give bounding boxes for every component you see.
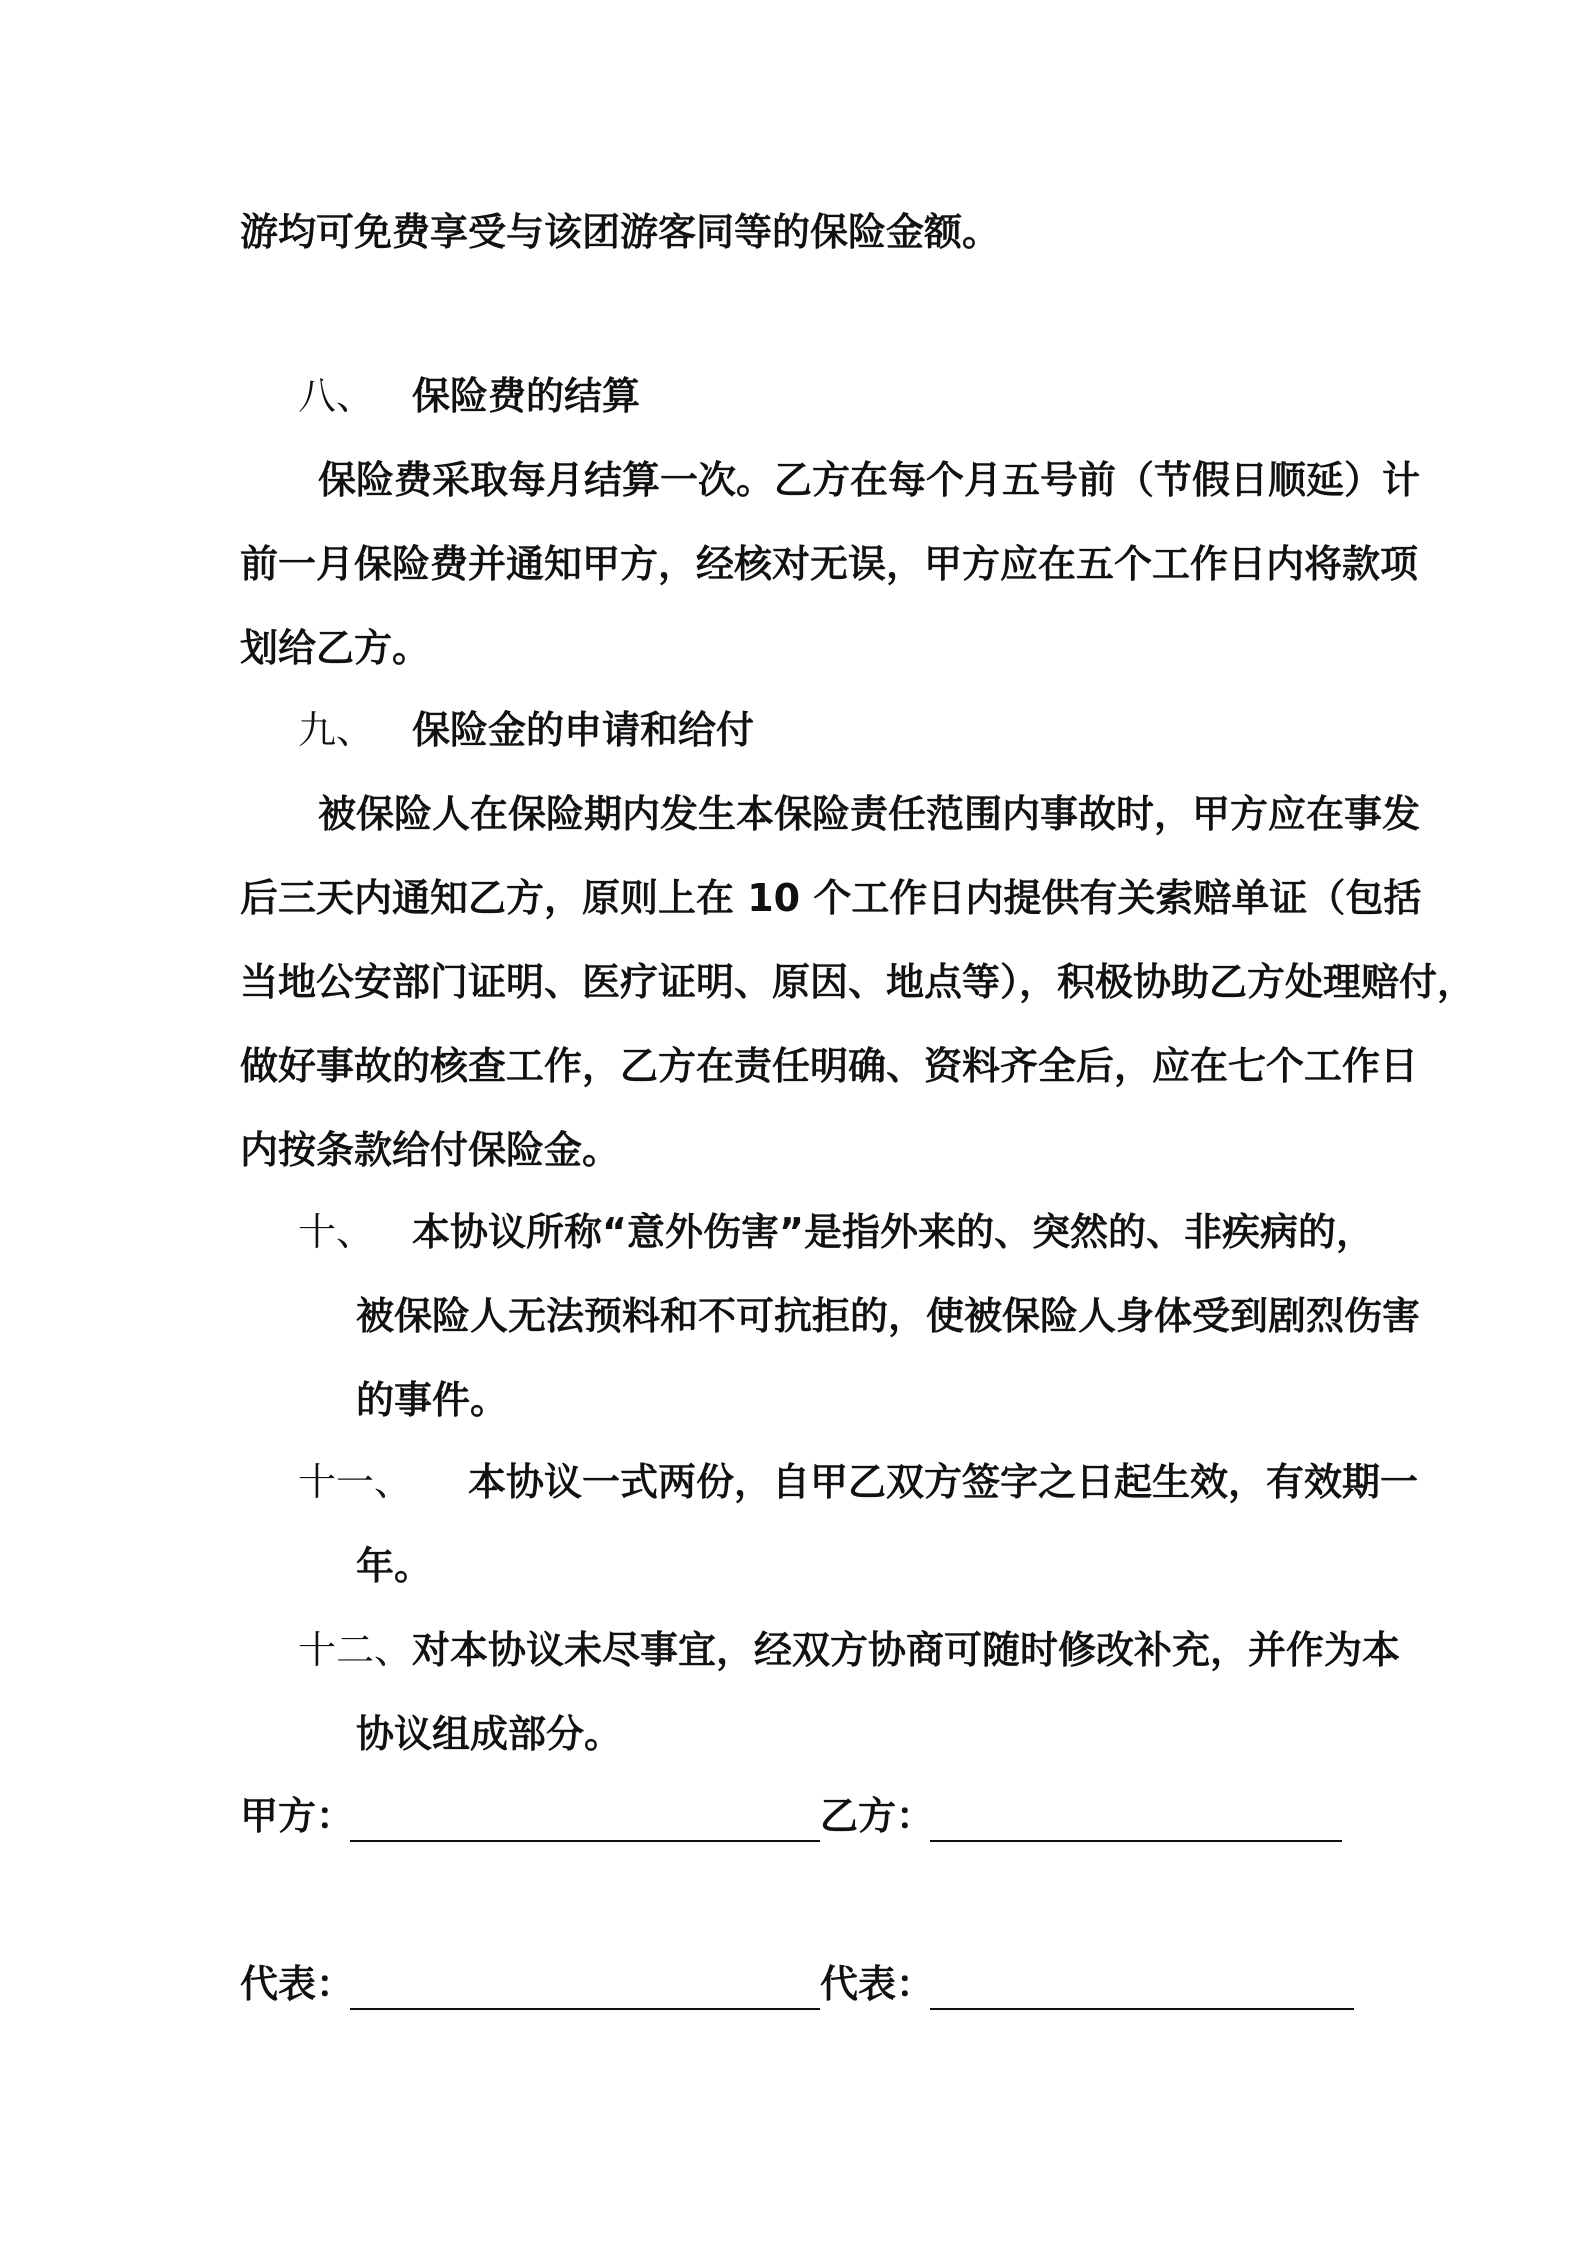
paragraph-line: 本协议所称“意外伤害”是指外来的、突然的、非疾病的，	[412, 1210, 1374, 1254]
paragraph-line: 做好事故的核查工作，乙方在责任明确、资料齐全后，应在七个工作日	[240, 1044, 1419, 1088]
section-number: 八、	[298, 374, 375, 418]
paragraph-line: 划给乙方。	[240, 626, 431, 670]
paragraph-line: 内按条款给付保险金。	[240, 1128, 621, 1172]
section-number: 十二、	[298, 1628, 413, 1672]
party-a-label: 甲方：	[240, 1794, 355, 1838]
paragraph-line: 本协议一式两份，自甲乙双方签字之日起生效，有效期一	[468, 1460, 1419, 1504]
party-a-signature-line[interactable]	[350, 1840, 820, 1842]
party-b-signature-line[interactable]	[930, 1840, 1342, 1842]
rep-a-label: 代表：	[240, 1962, 355, 2006]
section-number: 九、	[298, 708, 375, 752]
paragraph-line: 协议组成部分。	[356, 1712, 623, 1756]
paragraph-line: 的事件。	[356, 1378, 509, 1422]
paragraph-line: 年。	[356, 1544, 433, 1588]
section-number: 十一、	[298, 1460, 413, 1504]
paragraph-line: 游均可免费享受与该团游客同等的保险金额。	[240, 210, 1001, 254]
paragraph-line: 后三天内通知乙方，原则上在 10 个工作日内提供有关索赔单证（包括	[240, 876, 1422, 920]
paragraph-line: 保险费采取每月结算一次。乙方在每个月五号前（节假日顺延）计	[318, 458, 1421, 502]
section-number: 十、	[298, 1210, 375, 1254]
rep-a-signature-line[interactable]	[350, 2008, 820, 2010]
rep-b-label: 代表：	[820, 1962, 935, 2006]
party-b-label: 乙方：	[820, 1794, 935, 1838]
rep-b-signature-line[interactable]	[930, 2008, 1354, 2010]
section-title: 保险金的申请和给付	[412, 708, 755, 752]
paragraph-line: 前一月保险费并通知甲方，经核对无误，甲方应在五个工作日内将款项	[240, 542, 1419, 586]
paragraph-line: 被保险人在保险期内发生本保险责任范围内事故时，甲方应在事发	[318, 792, 1421, 836]
paragraph-line: 被保险人无法预料和不可抗拒的，使被保险人身体受到剧烈伤害	[356, 1294, 1421, 1338]
paragraph-line: 当地公安部门证明、医疗证明、原因、地点等），积极协助乙方处理赔付，	[240, 960, 1476, 1004]
paragraph-line: 对本协议未尽事宜，经双方协商可随时修改补充，并作为本	[412, 1628, 1401, 1672]
section-title: 保险费的结算	[412, 374, 641, 418]
